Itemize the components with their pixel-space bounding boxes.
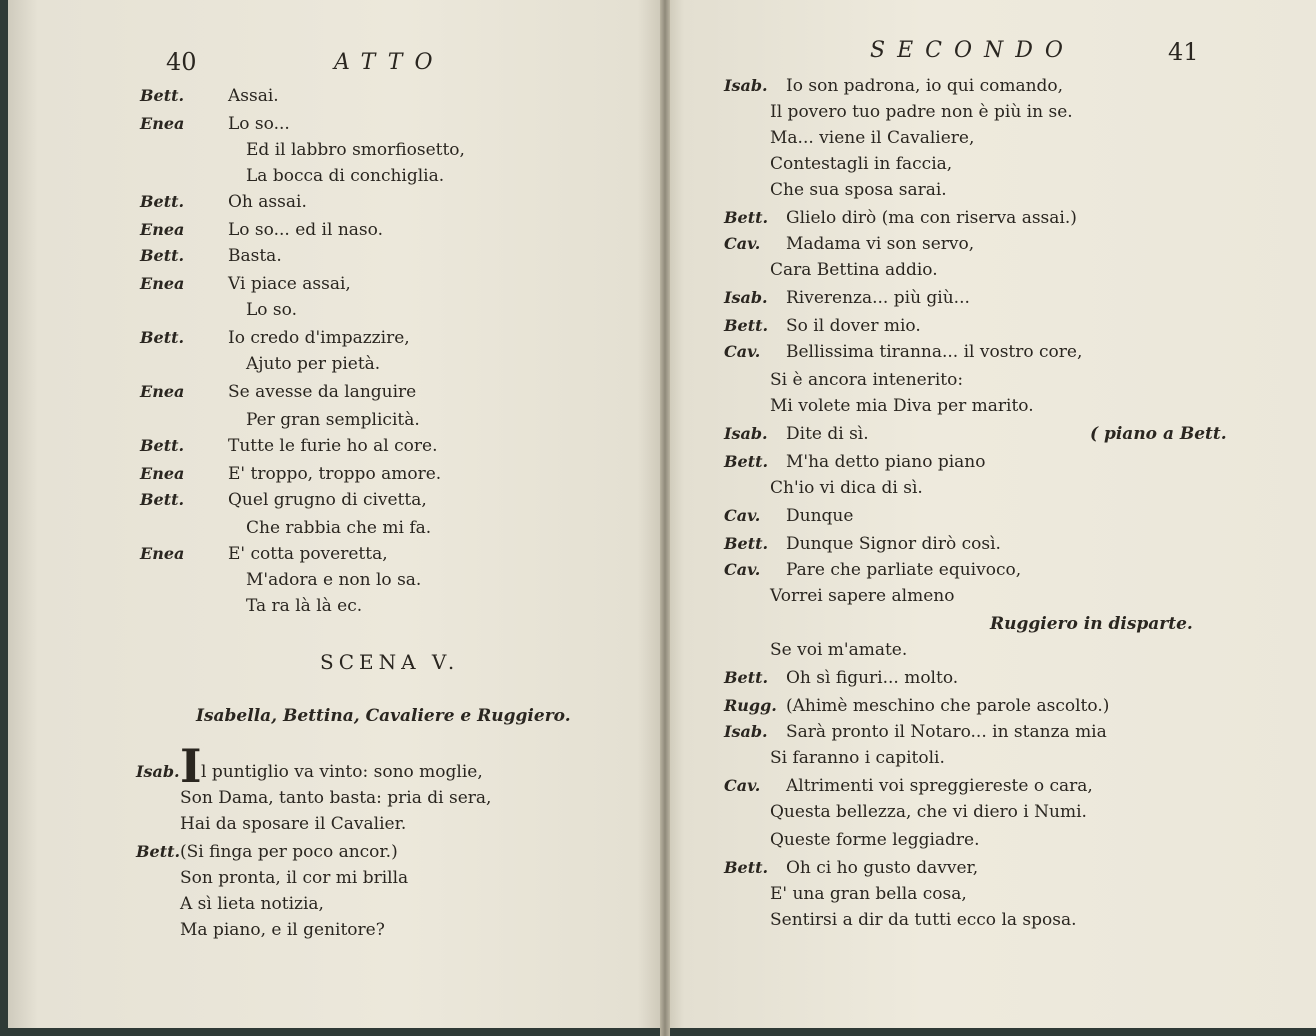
speaker-label: Bett. [724,452,769,471]
speaker-label: Cav. [724,776,761,795]
dialogue-text: Contestagli in faccia, [770,154,953,174]
speaker-label: Bett. [724,668,769,687]
speaker-label: Bett. [724,208,769,227]
speaker-label: Cav. [724,342,761,361]
right-running-head: SECONDO [870,38,1075,63]
stage-direction: ( piano a Bett. [1090,424,1227,444]
dialogue-text: La bocca di conchiglia. [246,166,445,186]
dialogue-text: Queste forme leggiadre. [770,830,980,850]
stage-direction: Ruggiero in disparte. [990,614,1193,634]
dialogue-text: Oh assai. [228,192,307,212]
speaker-label: Cav. [724,234,761,253]
speaker-label: Isab. [136,762,180,781]
dialogue-text: Riverenza... più giù... [786,288,970,308]
dialogue-text: Ajuto per pietà. [246,354,381,374]
dialogue-text: Dite di sì. [786,424,869,444]
speaker-label: Isab. [724,722,768,741]
speaker-label: Bett. [724,858,769,877]
speaker-label: Cav. [724,506,761,525]
speaker-label: Isab. [724,424,768,443]
speaker-label: Enea [140,114,185,133]
dialogue-text: Ta ra là là ec. [246,596,363,616]
dialogue-text: Si faranno i capitoli. [770,748,945,768]
speaker-label: Cav. [724,560,761,579]
dialogue-text: Il povero tuo padre non è più in se. [770,102,1073,122]
speaker-label: Isab. [724,76,768,95]
dialogue-text: Che rabbia che mi fa. [246,518,432,538]
dialogue-text: Ed il labbro smorfiosetto, [246,140,465,160]
dialogue-text: Altrimenti voi spreggiereste o cara, [786,776,1093,796]
dialogue-text: Vi piace assai, [228,274,351,294]
dialogue-text: Madama vi son servo, [786,234,975,254]
speaker-label: Bett. [140,86,185,105]
speaker-label: Bett. [140,192,185,211]
dialogue-text: Quel grugno di civetta, [228,490,427,510]
speaker-label: Enea [140,274,185,293]
dialogue-text: Basta. [228,246,282,266]
dialogue-text: E' troppo, troppo amore. [228,464,442,484]
dialogue-text: Sentirsi a dir da tutti ecco la sposa. [770,910,1077,930]
cast-list: Isabella, Bettina, Cavaliere e Ruggiero. [196,706,571,726]
speaker-label: Enea [140,544,185,563]
dialogue-text: Mi volete mia Diva per marito. [770,396,1034,416]
dialogue-text: Io credo d'impazzire, [228,328,410,348]
dialogue-text: Hai da sposare il Cavalier. [180,814,407,834]
dialogue-text: Per gran semplicità. [246,410,420,430]
dialogue-text: l puntiglio va vinto: sono moglie, [201,762,483,782]
dialogue-text: Lo so... [228,114,290,134]
dialogue-text: Dunque [786,506,854,526]
speaker-label: Enea [140,220,185,239]
dialogue-text: Oh sì figuri... molto. [786,668,959,688]
dialogue-text: Glielo dirò (ma con riserva assai.) [786,208,1077,228]
dialogue-text: Cara Bettina addio. [770,260,938,280]
dialogue-text: Io son padrona, io qui comando, [786,76,1064,96]
dialogue-text: A sì lieta notizia, [180,894,324,914]
dialogue-text: Lo so... ed il naso. [228,220,383,240]
dialogue-text: Dunque Signor dirò così. [786,534,1001,554]
dialogue-text: Bellissima tiranna... il vostro core, [786,342,1083,362]
dialogue-text: Ch'io vi dica di sì. [770,478,923,498]
speaker-label: Rugg. [724,696,777,715]
speaker-label: Bett. [140,246,185,265]
speaker-label: Bett. [140,490,185,509]
dialogue-text: Si è ancora intenerito: [770,370,964,390]
dialogue-text: Questa bellezza, che vi diero i Numi. [770,802,1087,822]
left-running-head: ATTO [334,50,445,75]
speaker-label: Isab. [724,288,768,307]
dialogue-text: Se avesse da languire [228,382,417,402]
dialogue-text: Son Dama, tanto basta: pria di sera, [180,788,492,808]
dialogue-text: Se voi m'amate. [770,640,908,660]
dialogue-text: Lo so. [246,300,297,320]
speaker-label: Bett. [140,328,185,347]
dialogue-text: M'adora e non lo sa. [246,570,422,590]
dialogue-text: (Ahimè meschino che parole ascolto.) [786,696,1110,716]
dialogue-text: Sarà pronto il Notaro... in stanza mia [786,722,1107,742]
speaker-label: Bett. [724,534,769,553]
dialogue-text: Assai. [228,86,279,106]
dialogue-text: E' cotta poveretta, [228,544,388,564]
speaker-label: Enea [140,382,185,401]
dialogue-text: E' una gran bella cosa, [770,884,967,904]
dialogue-text: So il dover mio. [786,316,921,336]
speaker-label: Enea [140,464,185,483]
dialogue-text: (Si finga per poco ancor.) [180,842,398,862]
dialogue-text: Che sua sposa sarai. [770,180,947,200]
scene-title: SCENA V. [320,650,460,674]
dialogue-text: Son pronta, il cor mi brilla [180,868,409,888]
dialogue-text: Ma piano, e il genitore? [180,920,385,940]
dialogue-text: Oh ci ho gusto davver, [786,858,979,878]
speaker-label: Bett. [136,842,181,861]
left-page-number: 40 [166,48,197,76]
dialogue-text: Tutte le furie ho al core. [228,436,438,456]
right-page-number: 41 [1168,38,1199,66]
drop-cap: I [180,739,202,793]
speaker-label: Bett. [724,316,769,335]
book-gutter [660,0,670,1036]
speaker-label: Bett. [140,436,185,455]
dialogue-text: Pare che parliate equivoco, [786,560,1022,580]
dialogue-text: Vorrei sapere almeno [770,586,955,606]
dialogue-text: M'ha detto piano piano [786,452,986,472]
dialogue-text: Ma... viene il Cavaliere, [770,128,975,148]
